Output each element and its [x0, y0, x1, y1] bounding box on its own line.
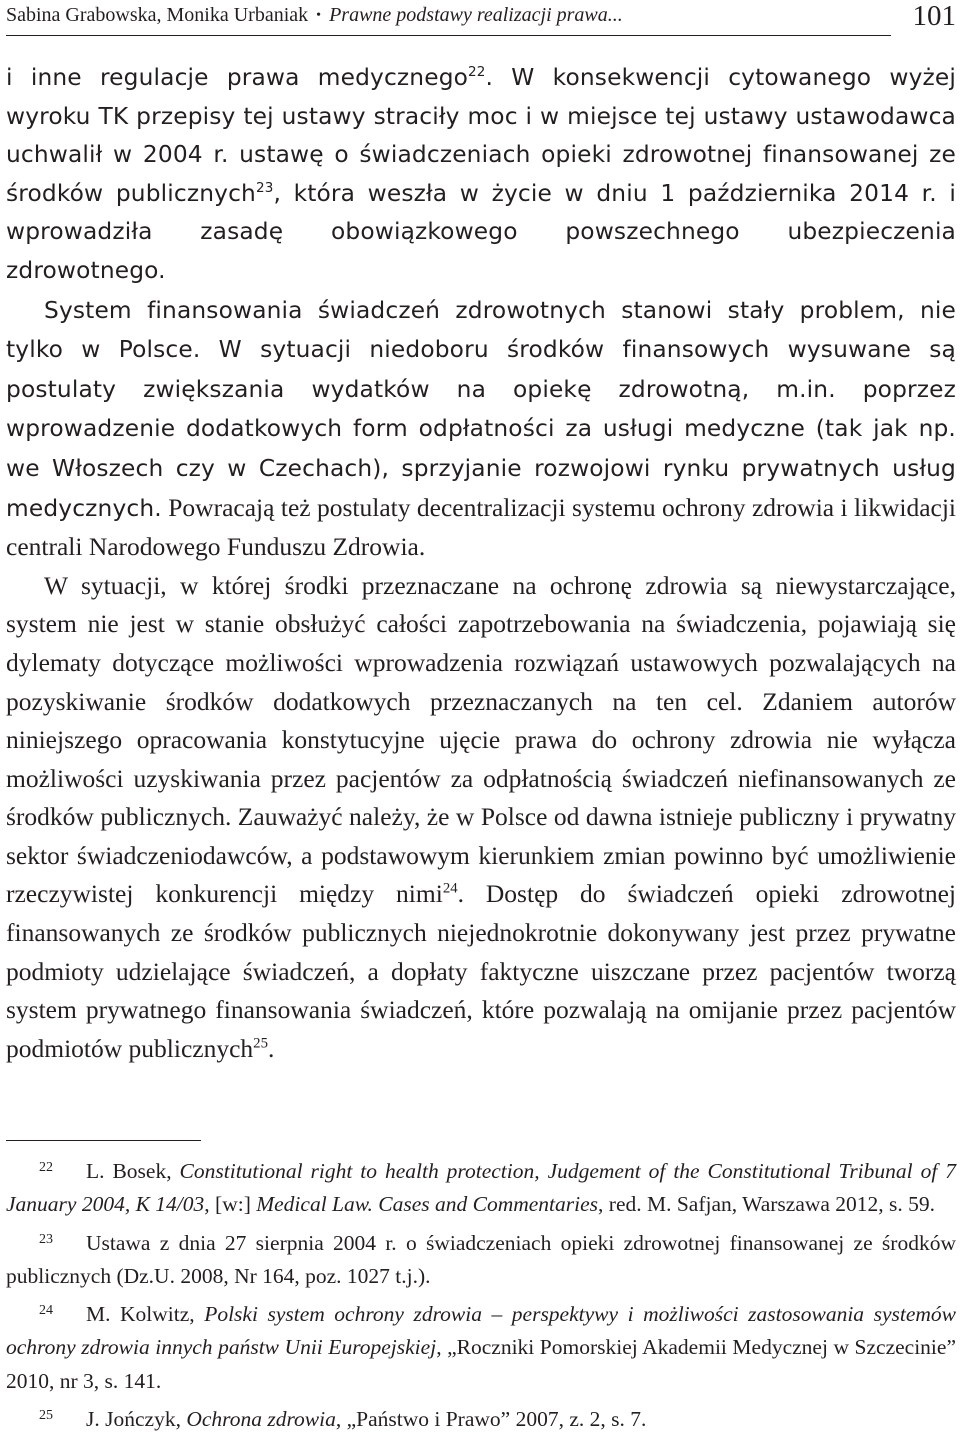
- footnote-ref-25[interactable]: 25: [253, 1035, 268, 1052]
- paragraph-1: [6, 59, 956, 291]
- paragraph-1-part-1: i inne regulacje prawa medycznego: [6, 64, 469, 91]
- footnote-number: 25: [39, 1408, 53, 1424]
- main-text: [6, 59, 956, 1068]
- footnote-ref-24[interactable]: 24: [442, 880, 458, 897]
- footnote-text: J. Jończyk,: [86, 1407, 187, 1432]
- running-head-text: [6, 4, 623, 27]
- footnote-text: M. Kolwitz,: [86, 1302, 205, 1327]
- header-bullet: •: [316, 8, 322, 23]
- footnote-25: [6, 1399, 956, 1436]
- footnote-number: 22: [39, 1160, 53, 1175]
- footnote-23: [6, 1223, 956, 1294]
- footnote-text: , „Państwo i Prawo” 2007, z. 2, s. 7.: [335, 1407, 647, 1432]
- paragraph-2-part-2: Powracają też postulaty decentralizacji systemu ochrony zdrowia i likwidacji centrali Narodowego Funduszu Zdrowia.: [6, 492, 956, 562]
- paragraph-2-part-1: System finansowania świadczeń zdrowotnych stanowi stały problem, nie tylko w Polsce. W sytuacji niedoboru środków finansowych wysuwane są postulaty zwiększania wydatków na opiekę zdrowotną, m.in. poprzez wprowadzenie dodatkowych form odpłatności za usługi medyczne (tak jak np. we Włoszech czy w Czechach), sprzyjanie rozwojowi rynku prywatnych usług medycznych.: [6, 296, 956, 522]
- footnote-ref-22[interactable]: 22: [468, 64, 486, 81]
- paragraph-3-part-1: W sytuacji, w której środki przeznaczane na ochronę zdrowia są niewystarczające, system nie jest w stanie obsłużyć całości zapotrzebowania na świadczenia, pojawiają się dylematy dotyczące możliwości wprowadzenia rozwiązań ustawowych pozwalających na pozyskiwanie środków dodatkowych przeznaczanych na ten cel. Zdaniem autorów niniejszego opracowania konstytucyjne ujęcie prawa do ochrony zdrowia nie wyłącza możliwości uzyskiwania przez pacjentów za odpłatnością świadczeń niefinansowanych ze środków publicznych. Zauważyć należy, że w Polsce od dawna istnieje publiczny i prywatny sektor świadczeniodawców, a podstawowym kierunkiem zmian powinno być umożliwienie rzeczywistej konkurencji między nimi: [6, 570, 956, 909]
- footnotes: [6, 1151, 956, 1436]
- paragraph-2: [6, 291, 956, 567]
- paragraph-3-part-3: .: [267, 1033, 275, 1063]
- header-authors: Sabina Grabowska, Monika Urbaniak: [6, 4, 309, 26]
- footnote-source-title: Medical Law. Cases and Commentaries: [256, 1192, 599, 1217]
- footnote-24: [6, 1294, 956, 1398]
- header-rule: [6, 35, 891, 36]
- footnote-text: , [w:]: [204, 1192, 257, 1217]
- footnote-number: 23: [39, 1231, 53, 1247]
- running-header: [6, 2, 956, 42]
- footnote-number: 24: [39, 1303, 53, 1319]
- footnote-text: Ustawa z dnia 27 sierpnia 2004 r. o świadczeniach opieki zdrowotnej finansowanej ze środków publicznych (Dz.U. 2008, Nr 164, poz. 1027 t.j.).: [6, 1230, 956, 1288]
- footnote-title: Constitutional right to health protection, Judgement of the Constitutional Tribunal of 7 January 2004, K 14/03: [6, 1159, 957, 1217]
- paragraph-3: [6, 567, 956, 1069]
- header-title: Prawne podstawy realizacji prawa...: [329, 4, 623, 26]
- footnote-ref-23[interactable]: 23: [255, 180, 274, 197]
- footnote-text: , red. M. Safjan, Warszawa 2012, s. 59.: [598, 1192, 936, 1217]
- footnote-22: [6, 1151, 956, 1222]
- footnote-text: L. Bosek,: [86, 1159, 180, 1183]
- footnote-title: Polski system ochrony zdrowia – perspektywy i możliwości zastosowania systemów ochrony zdrowia innych państw Unii Europejskiej: [6, 1302, 956, 1360]
- footnote-title: Ochrona zdrowia: [186, 1407, 336, 1432]
- footnote-text: , „Roczniki Pomorskiej Akademii Medycznej w Szczecinie” 2010, nr 3, s. 141.: [6, 1335, 956, 1393]
- page-number: 101: [912, 0, 956, 32]
- paragraph-1-part-3: , która weszła w życie w dniu 1 października 2014 r. i wprowadziła zasadę obowiązkowego powszechnego ubezpieczenia zdrowotnego.: [6, 179, 956, 284]
- footnote-separator: [6, 1140, 201, 1141]
- paragraph-3-part-2: . Dostęp do świadczeń opieki zdrowotnej finansowanych ze środków publicznych niejednokrotnie dokonywany jest przez prywatne podmioty udzielające świadczeń, a dopłaty faktyczne uiszczane przez pacjentów tworzą system prywatnego finansowania świadczeń, które pozwalają na omijanie przez pacjentów podmiotów publicznych: [6, 879, 956, 1063]
- paragraph-1-part-2: . W konsekwencji cytowanego wyżej wyroku TK przepisy tej ustawy straciły moc i w miejsce tej ustawy ustawodawca uchwalił w 2004 r. ustawę o świadczeniach opieki zdrowotnej finansowanej ze środków publicznych: [6, 64, 957, 207]
